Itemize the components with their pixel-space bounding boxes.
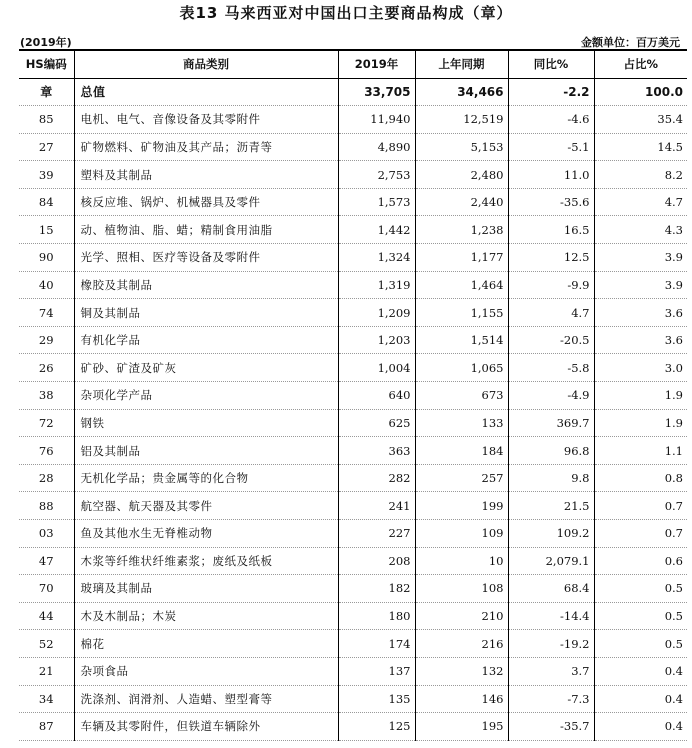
cell-code: 88 — [19, 492, 74, 520]
table-title: 表13 马来西亚对中国出口主要商品构成（章） — [179, 4, 513, 22]
cell-code: 74 — [19, 299, 74, 327]
cell-code: 72 — [19, 409, 74, 437]
cell-category: 有机化学品 — [74, 326, 338, 354]
cell-prev-year: 1,155 — [415, 299, 508, 327]
cell-prev-year: 5,153 — [415, 133, 508, 161]
cell-prev-year: 2,440 — [415, 188, 508, 216]
cell-category: 洗涤剂、润滑剂、人造蜡、塑型膏等 — [74, 685, 338, 713]
cell-prev-year: 1,514 — [415, 326, 508, 354]
table-row — [19, 106, 687, 134]
year-note: (2019年) — [20, 36, 72, 49]
cell-code: 21 — [19, 657, 74, 685]
cell-yoy: -5.8 — [508, 354, 594, 382]
table-row — [19, 547, 687, 575]
table-row — [19, 685, 687, 713]
cell-category: 塑料及其制品 — [74, 161, 338, 189]
cell-category: 动、植物油、脂、蜡；精制食用油脂 — [74, 216, 338, 244]
cell-2019: 1,442 — [338, 216, 415, 244]
cell-category: 矿砂、矿渣及矿灰 — [74, 354, 338, 382]
cell-yoy: 3.7 — [508, 657, 594, 685]
cell-code: 章 — [19, 78, 74, 106]
cell-share: 1.9 — [594, 382, 687, 410]
cell-code: 40 — [19, 271, 74, 299]
cell-category: 矿物燃料、矿物油及其产品；沥青等 — [74, 133, 338, 161]
col-header-hs-code: HS编码 — [19, 50, 74, 78]
cell-code: 27 — [19, 133, 74, 161]
cell-2019: 11,940 — [338, 106, 415, 134]
table-row — [19, 382, 687, 410]
cell-code: 44 — [19, 602, 74, 630]
cell-share: 1.9 — [594, 409, 687, 437]
cell-category: 铝及其制品 — [74, 437, 338, 465]
cell-yoy: 369.7 — [508, 409, 594, 437]
cell-prev-year: 12,519 — [415, 106, 508, 134]
cell-code: 85 — [19, 106, 74, 134]
col-header-2019: 2019年 — [338, 50, 415, 78]
export-composition-table — [19, 49, 687, 741]
cell-share: 35.4 — [594, 106, 687, 134]
cell-category: 车辆及其零附件，但铁道车辆除外 — [74, 713, 338, 741]
cell-prev-year: 195 — [415, 713, 508, 741]
cell-share: 0.8 — [594, 464, 687, 492]
cell-prev-year: 2,480 — [415, 161, 508, 189]
table-row — [19, 575, 687, 603]
cell-2019: 625 — [338, 409, 415, 437]
cell-code: 70 — [19, 575, 74, 603]
table-row — [19, 161, 687, 189]
cell-2019: 135 — [338, 685, 415, 713]
table-row — [19, 437, 687, 465]
table-row — [19, 602, 687, 630]
cell-share: 0.4 — [594, 713, 687, 741]
cell-share: 0.4 — [594, 685, 687, 713]
table-row — [19, 271, 687, 299]
cell-2019: 180 — [338, 602, 415, 630]
unit-note: 金额单位：百万美元 — [581, 36, 680, 49]
cell-2019: 1,004 — [338, 354, 415, 382]
cell-prev-year: 10 — [415, 547, 508, 575]
cell-yoy: -14.4 — [508, 602, 594, 630]
cell-share: 8.2 — [594, 161, 687, 189]
cell-category: 总值 — [74, 78, 338, 106]
cell-share: 0.5 — [594, 575, 687, 603]
cell-code: 29 — [19, 326, 74, 354]
col-header-share: 占比% — [594, 50, 687, 78]
cell-share: 4.7 — [594, 188, 687, 216]
cell-2019: 1,209 — [338, 299, 415, 327]
cell-2019: 1,319 — [338, 271, 415, 299]
cell-code: 47 — [19, 547, 74, 575]
cell-2019: 2,753 — [338, 161, 415, 189]
table-row — [19, 188, 687, 216]
cell-prev-year: 109 — [415, 520, 508, 548]
total-row — [19, 78, 687, 106]
table-row — [19, 299, 687, 327]
col-header-prev-year: 上年同期 — [415, 50, 508, 78]
cell-yoy: -19.2 — [508, 630, 594, 658]
cell-2019: 174 — [338, 630, 415, 658]
cell-share: 0.7 — [594, 520, 687, 548]
cell-yoy: 16.5 — [508, 216, 594, 244]
cell-share: 0.6 — [594, 547, 687, 575]
cell-prev-year: 1,177 — [415, 244, 508, 272]
cell-share: 4.3 — [594, 216, 687, 244]
cell-share: 0.4 — [594, 657, 687, 685]
cell-yoy: -9.9 — [508, 271, 594, 299]
cell-share: 3.6 — [594, 326, 687, 354]
cell-prev-year: 1,464 — [415, 271, 508, 299]
cell-prev-year: 216 — [415, 630, 508, 658]
cell-prev-year: 1,065 — [415, 354, 508, 382]
cell-2019: 4,890 — [338, 133, 415, 161]
cell-2019: 1,573 — [338, 188, 415, 216]
cell-yoy: -7.3 — [508, 685, 594, 713]
cell-category: 玻璃及其制品 — [74, 575, 338, 603]
cell-prev-year: 34,466 — [415, 78, 508, 106]
cell-category: 橡胶及其制品 — [74, 271, 338, 299]
table-row — [19, 244, 687, 272]
cell-yoy: -35.7 — [508, 713, 594, 741]
cell-share: 0.7 — [594, 492, 687, 520]
cell-share: 0.5 — [594, 630, 687, 658]
cell-code: 84 — [19, 188, 74, 216]
cell-prev-year: 257 — [415, 464, 508, 492]
cell-prev-year: 133 — [415, 409, 508, 437]
table-row — [19, 657, 687, 685]
cell-yoy: 68.4 — [508, 575, 594, 603]
cell-2019: 363 — [338, 437, 415, 465]
cell-category: 钢铁 — [74, 409, 338, 437]
header-row — [19, 50, 687, 78]
cell-2019: 208 — [338, 547, 415, 575]
cell-code: 38 — [19, 382, 74, 410]
cell-yoy: 11.0 — [508, 161, 594, 189]
table-row — [19, 464, 687, 492]
cell-2019: 125 — [338, 713, 415, 741]
cell-2019: 1,203 — [338, 326, 415, 354]
table-row — [19, 216, 687, 244]
cell-category: 电机、电气、音像设备及其零附件 — [74, 106, 338, 134]
cell-yoy: 9.8 — [508, 464, 594, 492]
cell-yoy: 96.8 — [508, 437, 594, 465]
col-header-category: 商品类别 — [74, 50, 338, 78]
cell-share: 14.5 — [594, 133, 687, 161]
cell-code: 26 — [19, 354, 74, 382]
cell-2019: 227 — [338, 520, 415, 548]
cell-2019: 241 — [338, 492, 415, 520]
cell-yoy: 2,079.1 — [508, 547, 594, 575]
cell-prev-year: 146 — [415, 685, 508, 713]
cell-prev-year: 108 — [415, 575, 508, 603]
cell-code: 34 — [19, 685, 74, 713]
cell-share: 1.1 — [594, 437, 687, 465]
cell-category: 铜及其制品 — [74, 299, 338, 327]
cell-2019: 640 — [338, 382, 415, 410]
cell-2019: 137 — [338, 657, 415, 685]
cell-prev-year: 199 — [415, 492, 508, 520]
cell-code: 39 — [19, 161, 74, 189]
cell-code: 87 — [19, 713, 74, 741]
cell-category: 棉花 — [74, 630, 338, 658]
cell-prev-year: 132 — [415, 657, 508, 685]
cell-prev-year: 673 — [415, 382, 508, 410]
cell-yoy: -2.2 — [508, 78, 594, 106]
cell-yoy: 4.7 — [508, 299, 594, 327]
cell-prev-year: 210 — [415, 602, 508, 630]
table-row — [19, 409, 687, 437]
cell-yoy: 21.5 — [508, 492, 594, 520]
cell-code: 28 — [19, 464, 74, 492]
cell-category: 木及木制品；木炭 — [74, 602, 338, 630]
cell-share: 3.0 — [594, 354, 687, 382]
cell-category: 杂项化学产品 — [74, 382, 338, 410]
cell-category: 光学、照相、医疗等设备及零附件 — [74, 244, 338, 272]
cell-2019: 33,705 — [338, 78, 415, 106]
cell-code: 90 — [19, 244, 74, 272]
cell-category: 无机化学品；贵金属等的化合物 — [74, 464, 338, 492]
cell-code: 15 — [19, 216, 74, 244]
cell-yoy: 12.5 — [508, 244, 594, 272]
cell-yoy: -4.9 — [508, 382, 594, 410]
cell-2019: 1,324 — [338, 244, 415, 272]
cell-share: 100.0 — [594, 78, 687, 106]
cell-share: 3.6 — [594, 299, 687, 327]
cell-2019: 182 — [338, 575, 415, 603]
table-row — [19, 713, 687, 741]
cell-category: 核反应堆、锅炉、机械器具及零件 — [74, 188, 338, 216]
cell-yoy: -5.1 — [508, 133, 594, 161]
table-row — [19, 326, 687, 354]
cell-code: 76 — [19, 437, 74, 465]
cell-yoy: -35.6 — [508, 188, 594, 216]
cell-code: 03 — [19, 520, 74, 548]
cell-share: 3.9 — [594, 244, 687, 272]
cell-yoy: 109.2 — [508, 520, 594, 548]
cell-2019: 282 — [338, 464, 415, 492]
table-row — [19, 630, 687, 658]
cell-code: 52 — [19, 630, 74, 658]
cell-share: 0.5 — [594, 602, 687, 630]
cell-category: 杂项食品 — [74, 657, 338, 685]
col-header-yoy: 同比% — [508, 50, 594, 78]
table-row — [19, 492, 687, 520]
cell-prev-year: 184 — [415, 437, 508, 465]
cell-category: 航空器、航天器及其零件 — [74, 492, 338, 520]
cell-yoy: -4.6 — [508, 106, 594, 134]
table-row — [19, 133, 687, 161]
cell-category: 鱼及其他水生无脊椎动物 — [74, 520, 338, 548]
cell-prev-year: 1,238 — [415, 216, 508, 244]
table-row — [19, 354, 687, 382]
table-row — [19, 520, 687, 548]
cell-share: 3.9 — [594, 271, 687, 299]
cell-yoy: -20.5 — [508, 326, 594, 354]
cell-category: 木浆等纤维状纤维素浆；废纸及纸板 — [74, 547, 338, 575]
